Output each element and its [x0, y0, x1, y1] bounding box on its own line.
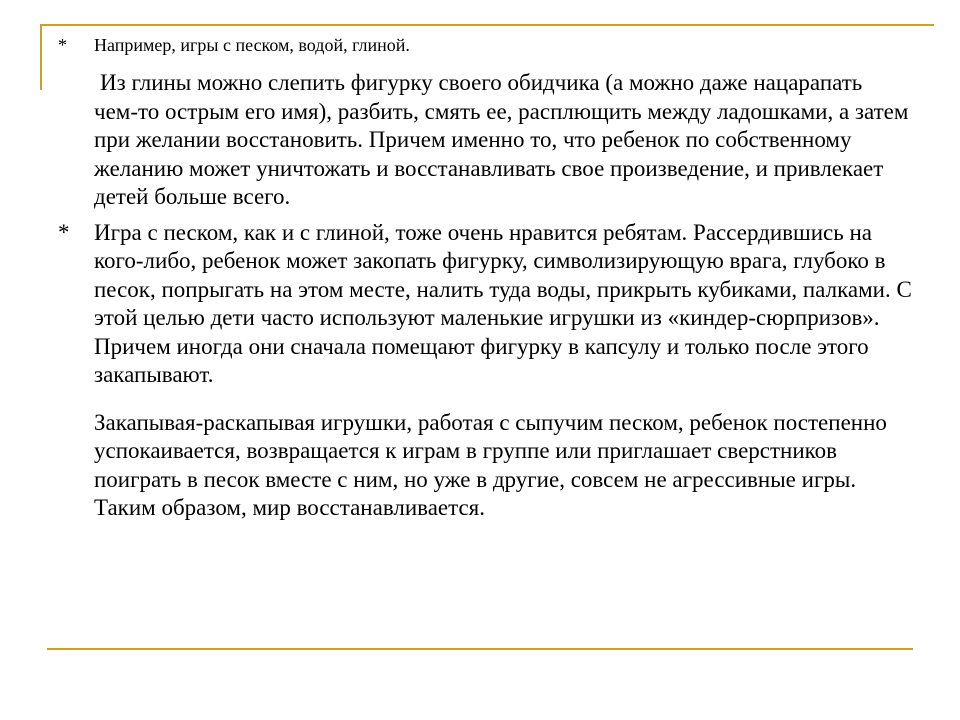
paragraph-sand-text: Игра с песком, как и с глиной, тоже очень нравится ребятам. Рассердившись на кого-либо, ребенок может закопать фигурку, символизирующую врага, глубоко в песок, попрыгать на этом месте, налить туда воды, прикрыть кубиками, палками. С этой целью дети часто используют маленькие игрушки из «киндер-сюрпризов». Причем иногда они сначала помещают фигурку в капсулу и только после этого закапывают. — [94, 219, 912, 387]
paragraph-conclusion-text: Закапывая-раскапывая игрушки, работая с сыпучим песком, ребенок постепенно успокаивается, возвращается к играм в группе или приглашает сверстников поиграть в песок вместе с ним, но уже в другие, совсем не агрессивные игры. Таким образом, мир восстанавливается. — [94, 409, 887, 520]
paragraph-conclusion — [52, 409, 912, 523]
bottom-rule — [47, 648, 913, 650]
paragraph-clay-text: Из глины можно слепить фигурку своего обидчика (а можно даже нацарапать чем-то острым его имя), разбить, смять ее, расплющить между ладошками, а затем при желании восстановить. Причем именно то, что ребенок по собственному желанию может уничтожать и восстанавливать свое произведение, и привлекает детей больше всего. — [94, 70, 909, 209]
bullet-marker: * — [58, 219, 70, 245]
paragraph-clay — [52, 69, 912, 212]
paragraph-intro-text: Например, игры с песком, водой, глиной. — [94, 35, 410, 55]
bullet-marker: * — [58, 35, 67, 55]
paragraph-intro — [52, 31, 912, 59]
left-rule — [40, 24, 42, 90]
paragraph-sand — [52, 219, 912, 390]
top-rule — [40, 24, 934, 26]
slide-content — [52, 30, 912, 523]
